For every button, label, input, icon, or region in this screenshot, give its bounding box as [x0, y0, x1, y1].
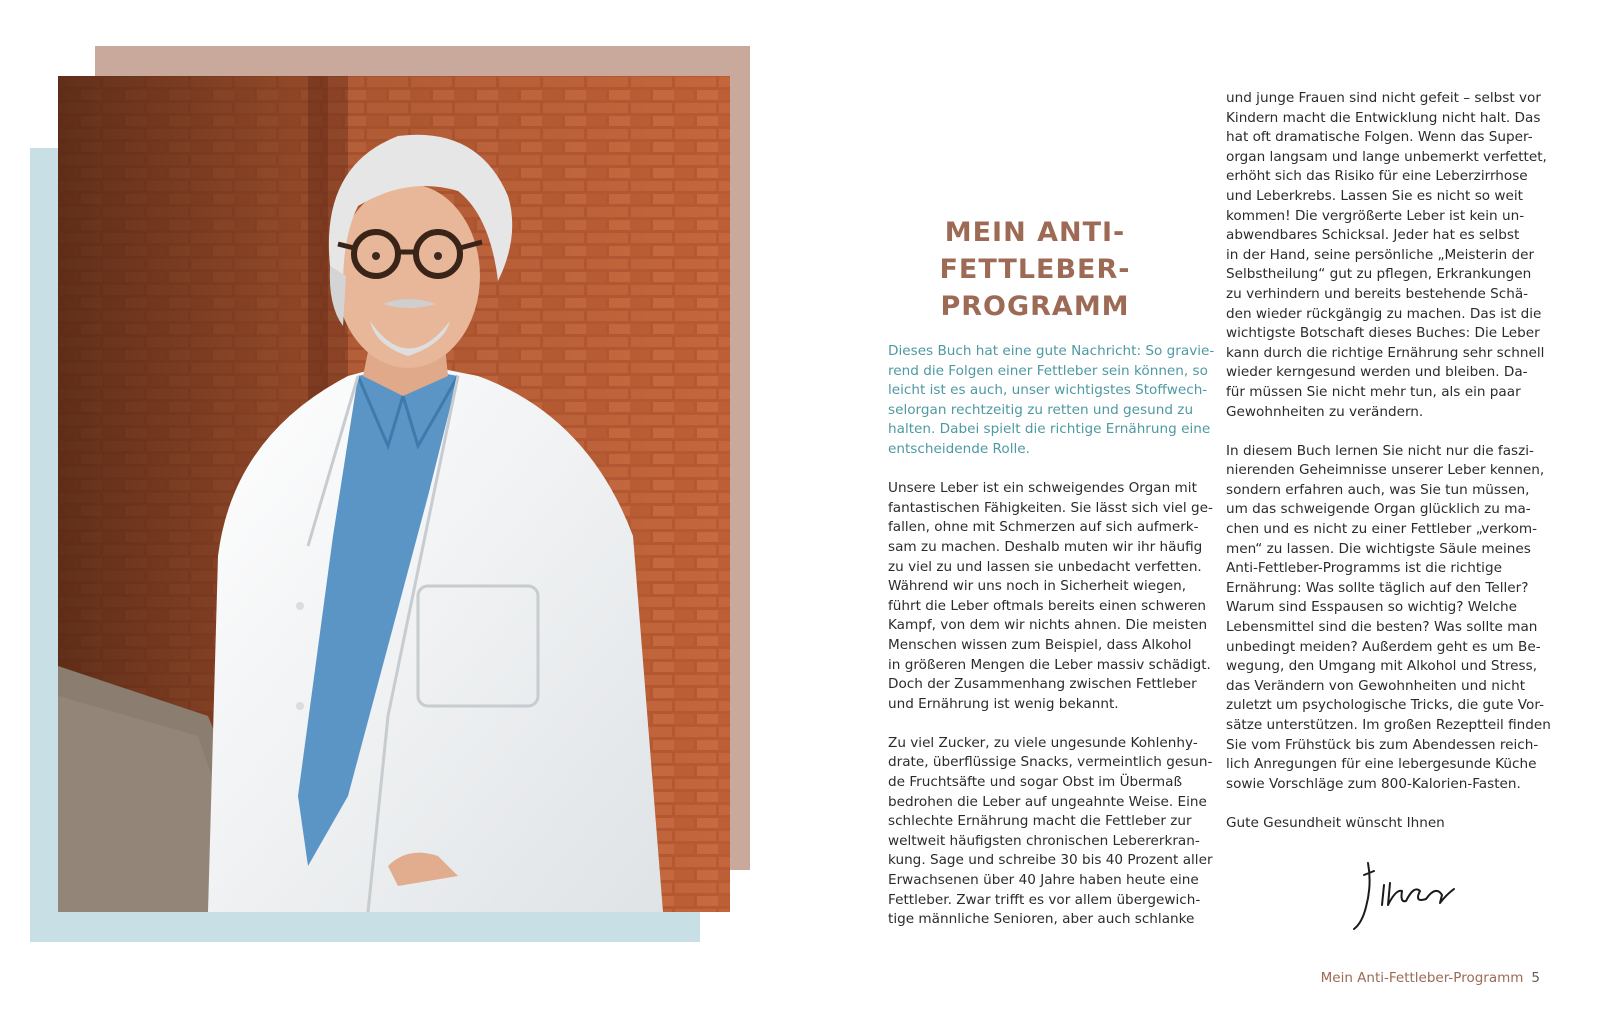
text-line: für müssen Sie nicht mehr tun, als ein paar [1226, 383, 1521, 400]
text-line: fallen, ohne mit Schmerzen auf sich aufmerk- [888, 519, 1199, 536]
text-line: rend die Folgen einer Fettleber sein können, so [888, 362, 1208, 379]
text-line: halten. Dabei spielt die richtige Ernährung eine [888, 421, 1211, 438]
heading-line-2: FETTLEBER- [939, 254, 1131, 285]
text-line: Doch der Zusammenhang zwischen Fettleber [888, 676, 1197, 693]
text-line: nierenden Geheimnisse unserer Leber kennen, [1226, 462, 1545, 479]
author-signature [1350, 855, 1460, 935]
text-line: kommen! Die vergrößerte Leber ist kein un- [1226, 207, 1525, 224]
text-line: und Ernährung ist wenig bekannt. [888, 695, 1119, 712]
text-line: chen und es nicht zu einer Fettleber „verkom- [1226, 521, 1538, 538]
text-line: das Verändern von Gewohnheiten und nicht [1226, 677, 1526, 694]
text-line: sondern erfahren auch, was Sie tun müssen, [1226, 481, 1530, 498]
body-paragraph [1226, 442, 1556, 795]
text-line: Anti-Fettleber-Programms ist die richtige [1226, 560, 1502, 577]
text-line: zu viel zu und lassen sie unbedacht verfetten. [888, 558, 1202, 575]
text-line: in größeren Mengen die Leber massiv schädigt. [888, 656, 1211, 673]
page-number: 5 [1531, 970, 1540, 986]
text-line: sam zu machen. Deshalb muten wir ihr häufig [888, 538, 1203, 555]
heading-line-1: MEIN ANTI- [944, 217, 1126, 248]
text-line: bedrohen die Leber auf ungeahnte Weise. Eine [888, 793, 1207, 810]
text-line: Fettleber. Zwar trifft es vor allem übergewich- [888, 891, 1201, 908]
text-line: tige männliche Senioren, aber auch schlanke [888, 911, 1195, 928]
text-line: Gewohnheiten zu verändern. [1226, 403, 1424, 420]
text-line: lich Anregungen für eine lebergesunde Küche [1226, 756, 1537, 773]
text-line: Kindern macht die Entwicklung nicht halt. Das [1226, 109, 1541, 126]
text-line: um das schweigende Organ glücklich zu ma- [1226, 501, 1531, 518]
text-line: zuletzt um psychologische Tricks, die gute Vor- [1226, 697, 1544, 714]
text-line: zu verhindern und bereits bestehende Schä- [1226, 285, 1529, 302]
text-line: selorgan rechtzeitig zu retten und gesund zu [888, 401, 1194, 418]
text-line: kung. Sage und schreibe 30 bis 40 Prozent aller [888, 852, 1213, 869]
text-line: Kampf, von dem wir nichts ahnen. Die meisten [888, 617, 1208, 634]
text-line: entscheidende Rolle. [888, 440, 1030, 457]
text-line: erhöht sich das Risiko für eine Leberzirrhose [1226, 168, 1528, 185]
text-line: organ langsam und lange unbemerkt verfettet, [1226, 148, 1547, 165]
text-line: führt die Leber oftmals bereits einen schweren [888, 597, 1207, 614]
text-line: Unsere Leber ist ein schweigendes Organ mit [888, 480, 1197, 497]
lead-paragraph [888, 342, 1218, 460]
closing-line [1226, 814, 1556, 834]
text-line: Erwachsenen über 40 Jahre haben heute eine [888, 872, 1199, 889]
text-line: wegung, den Umgang mit Alkohol und Stress, [1226, 658, 1538, 675]
text-column-right [1226, 89, 1556, 853]
text-line: Lebensmittel sind die besten? Was sollte man [1226, 619, 1538, 636]
text-line: wichtigste Botschaft dieses Buches: Die Leber [1226, 325, 1540, 342]
text-line: hat oft dramatische Folgen. Wenn das Super- [1226, 129, 1533, 146]
text-line: sätze unterstützen. Im großen Rezeptteil finden [1226, 717, 1551, 733]
text-line: Dieses Buch hat eine gute Nachricht: So gravie- [888, 343, 1215, 359]
author-portrait-photo [58, 76, 730, 912]
running-title: Mein Anti-Fettleber-Programm [1320, 970, 1524, 986]
text-line: In diesem Buch lernen Sie nicht nur die faszi- [1226, 442, 1534, 459]
text-line: sowie Vorschläge zum 800-Kalorien-Fasten. [1226, 775, 1521, 792]
text-line: unbedingt meiden? Außerdem geht es um Be- [1226, 638, 1541, 655]
text-line: den wieder rückgängig zu machen. Das ist die [1226, 305, 1542, 322]
closing-text: Gute Gesundheit wünscht Ihnen [1226, 814, 1445, 831]
text-line: Sie vom Frühstück bis zum Abendessen reich- [1226, 736, 1539, 753]
text-line: de Fruchtsäfte und sogar Obst im Übermaß [888, 774, 1183, 791]
text-line: Warum sind Esspausen so wichtig? Welche [1226, 599, 1518, 616]
text-line: men“ zu lassen. Die wichtigste Säule meines [1226, 540, 1531, 557]
text-line: schlechte Ernährung macht die Fettleber zur [888, 813, 1192, 830]
text-line: Zu viel Zucker, zu viele ungesunde Kohlenhy- [888, 734, 1198, 751]
text-line: abwendbares Schicksal. Jeder hat es selbst [1226, 227, 1520, 244]
text-line: Ernährung: Was sollte täglich auf den Teller? [1226, 579, 1529, 596]
body-paragraph [888, 734, 1218, 930]
text-line: und junge Frauen sind nicht gefeit – selbst vor [1226, 90, 1541, 106]
text-line: Menschen wissen zum Beispiel, dass Alkohol [888, 636, 1192, 653]
text-line: fantastischen Fähigkeiten. Sie lässt sich viel ge- [888, 499, 1213, 516]
text-column-left [888, 342, 1218, 949]
heading-line-3: PROGRAMM [940, 291, 1130, 322]
text-line: kann durch die richtige Ernährung sehr schnell [1226, 344, 1545, 361]
text-line: in der Hand, seine persönliche „Meisterin der [1226, 246, 1535, 263]
text-line: weltweit häufigsten chronischen Lebererkran- [888, 832, 1200, 849]
text-line: wieder kerngesund werden und bleiben. Da- [1226, 364, 1528, 381]
text-line: und Leberkrebs. Lassen Sie es nicht so weit [1226, 187, 1524, 204]
body-paragraph [1226, 89, 1556, 422]
page-footer [1321, 970, 1540, 986]
text-line: leicht ist es auch, unser wichtigstes Stoffwech- [888, 382, 1208, 399]
text-line: drate, überflüssige Snacks, vermeintlich gesun- [888, 754, 1213, 771]
text-line: Selbstheilung“ gut zu pflegen, Erkrankungen [1226, 266, 1532, 283]
chapter-heading [900, 214, 1170, 325]
body-paragraph [888, 479, 1218, 714]
text-line: Während wir uns noch in Sicherheit wiegen, [888, 578, 1187, 595]
